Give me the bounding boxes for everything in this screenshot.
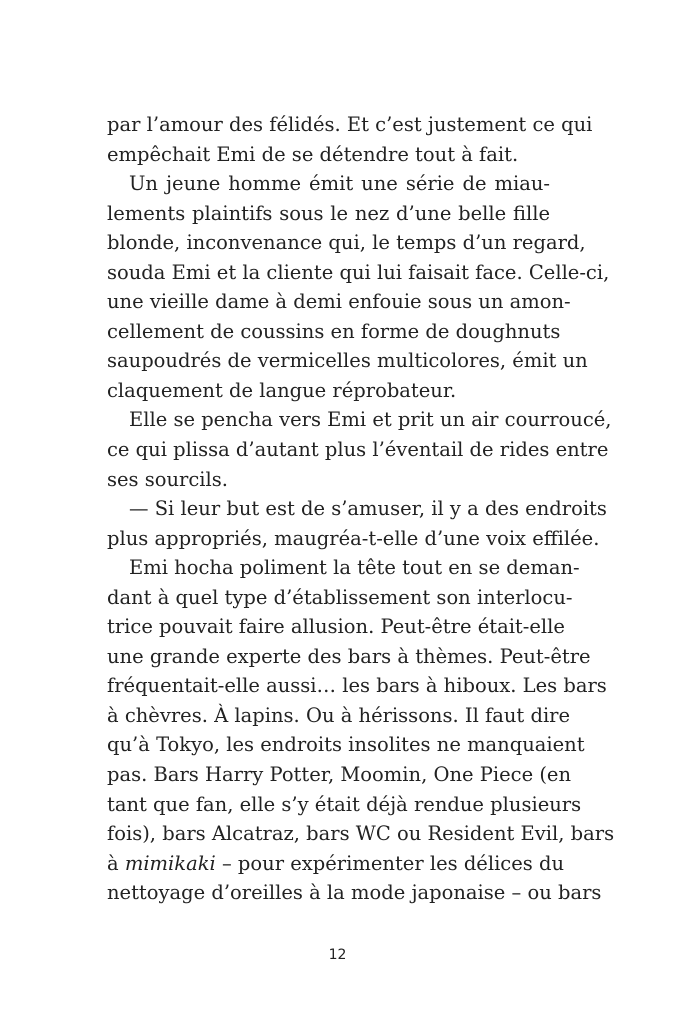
text-line: — Si leur but est de s’amuser, il y a des endroits <box>129 497 607 521</box>
text-line: blonde, inconvenance qui, le temps d’un regard, <box>107 231 586 255</box>
text-line: Emi hocha poliment la tête tout en se deman- <box>129 556 580 580</box>
text-line: tant que fan, elle s’y était déjà rendue plusieurs <box>107 792 582 816</box>
text-line: qu’à Tokyo, les endroits insolites ne manquaient <box>107 733 585 757</box>
text-line: à chèvres. À lapins. Ou à hérissons. Il faut dire <box>107 703 571 727</box>
text-line: claquement de langue réprobateur. <box>107 378 457 402</box>
text-line: une vieille dame à demi enfouie sous un amon- <box>107 290 571 314</box>
text-fragment: à <box>107 851 125 875</box>
text-line: trice pouvait faire allusion. Peut-être était-elle <box>107 615 565 639</box>
italic-term: mimikaki <box>124 851 216 875</box>
text-line: plus appropriés, maugréa-t-elle d’une voix effilée. <box>107 526 600 550</box>
text-line: dant à quel type d’établissement son interlocu- <box>107 585 573 609</box>
text-line: lements plaintifs sous le nez d’une belle fille <box>107 201 550 225</box>
text-line: Elle se pencha vers Emi et prit un air courroucé, <box>129 408 612 432</box>
text-line: saupoudrés de vermicelles multicolores, émit un <box>107 349 588 373</box>
text-fragment: – pour expérimenter les délices du <box>215 851 565 875</box>
text-line: une grande experte des bars à thèmes. Peut-être <box>107 644 591 668</box>
text-line: cellement de coussins en forme de doughnuts <box>107 319 561 343</box>
text-line: ses sourcils. <box>107 467 228 491</box>
text-line <box>107 849 565 879</box>
text-line: pas. Bars Harry Potter, Moomin, One Piece (en <box>107 763 572 787</box>
text-line: ce qui plissa d’autant plus l’éventail de rides entre <box>107 438 609 462</box>
text-line: fois), bars Alcatraz, bars WC ou Resident Evil, bars <box>107 822 615 846</box>
text-line: souda Emi et la cliente qui lui faisait face. Celle-ci, <box>107 260 610 284</box>
page-number: 12 <box>328 947 347 963</box>
text-line: fréquentait-elle aussi… les bars à hiboux. Les bars <box>107 674 607 698</box>
text-line: par l’amour des félidés. Et c’est justement ce qui <box>107 113 593 136</box>
text-line: Un jeune homme émit une série de miau- <box>129 172 550 196</box>
body-text <box>107 110 615 908</box>
text-line: empêchait Emi de se détendre tout à fait. <box>107 142 519 166</box>
text-line: nettoyage d’oreilles à la mode japonaise – ou bars <box>107 881 602 905</box>
